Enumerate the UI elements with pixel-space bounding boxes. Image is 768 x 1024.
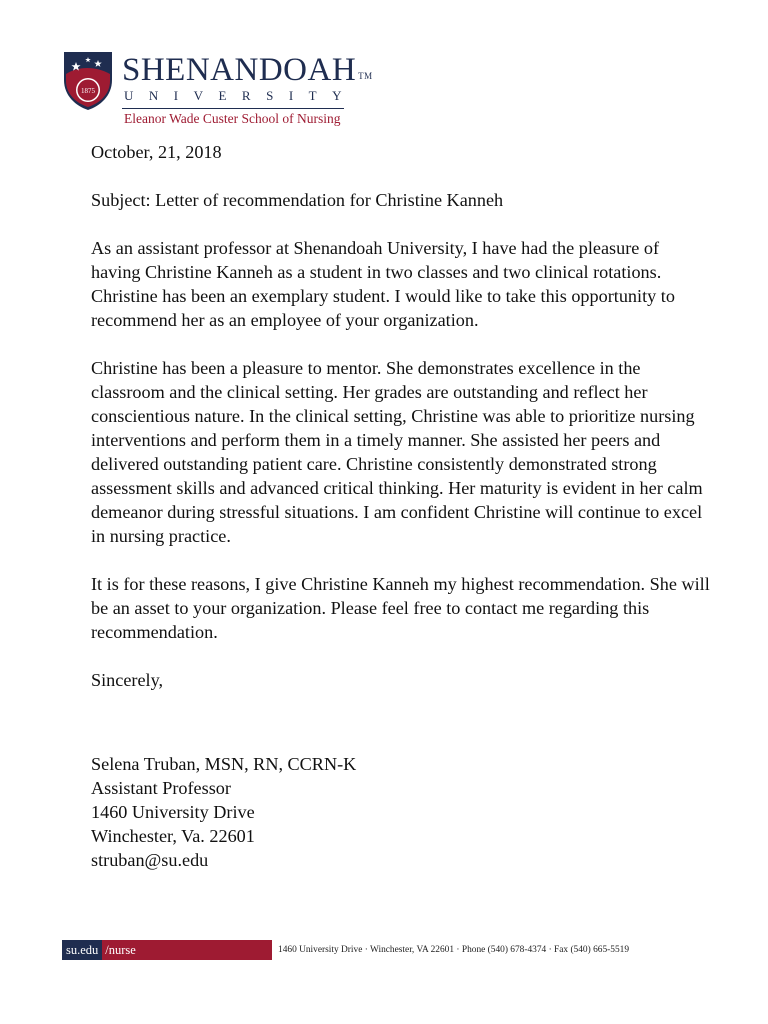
letter-date: October, 21, 2018 <box>91 142 222 162</box>
letter-closing: Sincerely, <box>91 670 164 690</box>
school-name: Eleanor Wade Custer School of Nursing <box>124 111 341 126</box>
university-name: SHENANDOAH <box>122 52 357 88</box>
letter-paragraph: Christine has been a pleasure to mentor. She demonstrates excellence in the classroom and the clinical setting. Her grades are outstanding and reflect her conscientious nature. In the clinical setting, Christine was able to prioritize nursing interventions and perform them in a timely manner. She assisted her peers and delivered outstanding patient care. Christine consistently demonstrated strong assessment skills and advanced critical thinking. Her maturity is evident in her calm demeanor during stressful situations. I am confident Christine will continue to excel in nursing practice. <box>91 358 703 546</box>
signature-block <box>91 752 711 872</box>
seal-year: 1875 <box>81 87 95 95</box>
footer-site-link[interactable]: su.edu <box>62 940 102 960</box>
letterhead <box>62 50 382 130</box>
signer-city: Winchester, Va. 22601 <box>91 826 255 846</box>
university-wordmark <box>122 52 373 88</box>
signer-title: Assistant Professor <box>91 778 231 798</box>
signer-email[interactable]: struban@su.edu <box>91 850 209 870</box>
university-shield-logo <box>62 50 114 112</box>
footer-address: 1460 University Drive · Winchester, VA 22601 · Phone (540) 678-4374 · Fax (540) 665-5519 <box>278 945 630 955</box>
signer-name: Selena Truban, MSN, RN, CCRN-K <box>91 754 357 774</box>
letter-body <box>91 140 711 872</box>
trademark-symbol: TM <box>358 71 373 81</box>
letter-paragraph: It is for these reasons, I give Christine Kanneh my highest recommendation. She will be an asset to your organization. Please feel free to contact me regarding this recommendation. <box>91 574 710 642</box>
footer-bar <box>62 940 272 960</box>
letter-paragraph: As an assistant professor at Shenandoah University, I have had the pleasure of having Christine Kanneh as a student in two classes and two clinical rotations. Christine has been an exemplary student. I would like to take this opportunity to recommend her as an employee of your organization. <box>91 238 675 330</box>
letter-subject: Subject: Letter of recommendation for Christine Kanneh <box>91 190 504 210</box>
signer-street: 1460 University Drive <box>91 802 255 822</box>
footer-path-link[interactable]: /nurse <box>105 943 136 957</box>
university-subtitle: UNIVERSITY <box>124 88 357 103</box>
letterhead-rule <box>122 108 344 109</box>
letter-footer <box>62 940 672 960</box>
